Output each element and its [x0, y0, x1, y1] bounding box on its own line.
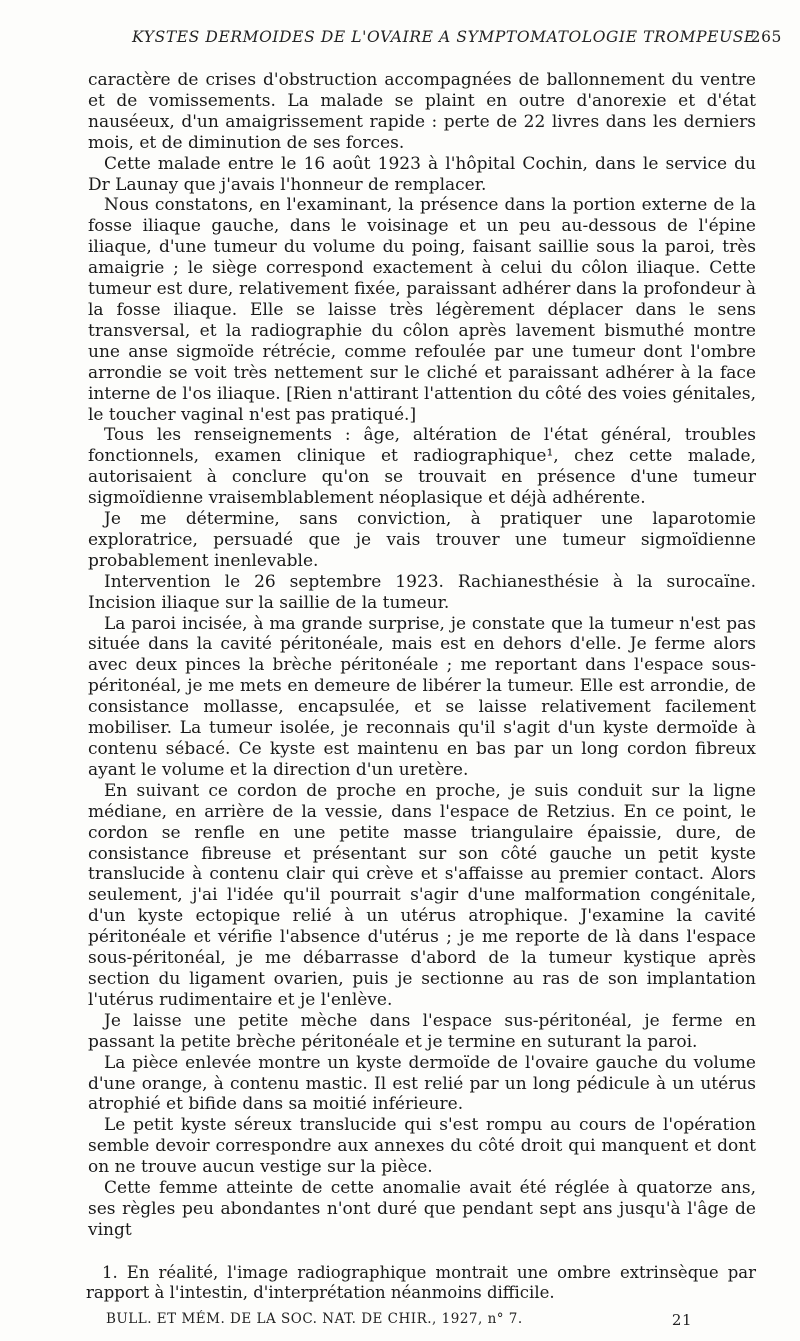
paragraph: caractère de crises d'obstruction accompagnées de ballonnement du ventre et de vomissements. La malade se plaint en outre d'anorexie et d'état nauséeux, d'un amaigrissement rapide : perte de 22 livres dans les derniers mois, et de diminution de ses forces. [88, 70, 756, 153]
paragraph: Tous les renseignements : âge, altération de l'état général, troubles fonctionnels, examen clinique et radiographique¹, chez cette malade, autorisaient à conclure qu'on se trouvait en présence d'une tumeur sigmoïdienne vraisemblablement néoplasique et déjà adhérente. [88, 425, 756, 509]
page-footer [106, 1311, 692, 1331]
paragraph: Intervention le 26 septembre 1923. Rachianesthésie à la surocaïne. Incision iliaque sur la saillie de la tumeur. [88, 571, 756, 613]
paragraph: Le petit kyste séreux translucide qui s'est rompu au cours de l'opération semble devoir correspondre aux annexes du côté droit qui manquent et dont on ne trouve aucun vestige sur la pièce. [88, 1115, 756, 1178]
paragraph: La paroi incisée, à ma grande surprise, je constate que la tumeur n'est pas située dans la cavité péritonéale, mais est en dehors d'elle. Je ferme alors avec deux pinces la brèche péritonéale ; me reportant dans l'espace sous-péritonéal, je me mets en demeure de libérer la tumeur. Elle est arrondie, de consistance mollasse, encapsulée, et se laisse relativement facilement mobiliser. La tumeur isolée, je reconnais qu'il s'agit d'un kyste dermoïde à contenu sébacé. Ce kyste est maintenu en bas par un long cordon fibreux ayant le volume et la direction d'un uretère. [88, 613, 756, 780]
paragraph: Je me détermine, sans conviction, à pratiquer une laparotomie exploratrice, persuadé que je vais trouver une tumeur sigmoïdienne probablement inenlevable. [88, 509, 756, 571]
paragraph: La pièce enlevée montre un kyste dermoïde de l'ovaire gauche du volume d'une orange, à contenu mastic. Il est relié par un long pédicule à un utérus atrophié et bifide dans sa moitié inférieure. [88, 1052, 756, 1115]
running-header [132, 28, 782, 50]
paragraph: Nous constatons, en l'examinant, la présence dans la portion externe de la fosse iliaque gauche, dans le voisinage et un peu au-dessous de l'épine iliaque, d'une tumeur du volume du poing, faisant saillie sous la paroi, très amaigrie ; le siège correspond exactement à celui du côlon iliaque. Cette tumeur est dure, relativement fixée, paraissant adhérer dans la profondeur à la fosse iliaque. Elle se laisse très légèrement déplacer dans le sens transversal, et la radiographie du côlon après lavement bismuthé montre une anse sigmoïde rétrécie, comme refoulée par une tumeur dont l'ombre arrondie se voit très nettement sur le cliché et paraissant adhérer à la face interne de l'os iliaque. [Rien n'attirant l'attention du côté des voies génitales, le toucher vaginal n'est pas pratiqué.] [88, 195, 756, 425]
paragraph: En suivant ce cordon de proche en proche, je suis conduit sur la ligne médiane, en arrière de la vessie, dans l'espace de Retzius. En ce point, le cordon se renfle en une petite masse triangulaire épaissie, dure, de consistance fibreuse et présentant sur son côté gauche un petit kyste translucide à contenu clair qui crève et s'affaisse au premier contact. Alors seulement, j'ai l'idée qu'il pourrait s'agir d'une malformation congénitale, d'un kyste ectopique relié à un utérus atrophique. J'examine la cavité péritonéale et vérifie l'absence d'utérus ; je me reporte de là dans l'espace sous-péritonéal, je me débarrasse d'abord de la tumeur kystique après section du ligament ovarien, puis je sectionne au ras de son implantation l'utérus rudimentaire et je l'enlève. [88, 780, 756, 1010]
footnote [86, 1263, 756, 1303]
body-text [88, 70, 756, 1241]
page-number: 265 [750, 28, 782, 46]
journal-reference: BULL. ET MÉM. DE LA SOC. NAT. DE CHIR., 1927, n° 7. [106, 1311, 523, 1327]
paragraph: Cette malade entre le 16 août 1923 à l'hôpital Cochin, dans le service du Dr Launay que j'avais l'honneur de remplacer. [88, 153, 756, 195]
running-title: KYSTES DERMOIDES DE L'OVAIRE A SYMPTOMATOLOGIE TROMPEUSE [132, 28, 756, 46]
paragraph: Je laisse une petite mèche dans l'espace sus-péritonéal, je ferme en passant la petite brèche péritonéale et je termine en suturant la paroi. [88, 1010, 756, 1052]
signature-number: 21 [671, 1311, 692, 1329]
paragraph: Cette femme atteinte de cette anomalie avait été réglée à quatorze ans, ses règles peu abondantes n'ont duré que pendant sept ans jusqu'à l'âge de vingt [88, 1178, 756, 1240]
footnote-text: 1. En réalité, l'image radiographique montrait une ombre extrinsèque par rapport à l'intestin, d'interprétation néanmoins difficile. [86, 1263, 756, 1302]
